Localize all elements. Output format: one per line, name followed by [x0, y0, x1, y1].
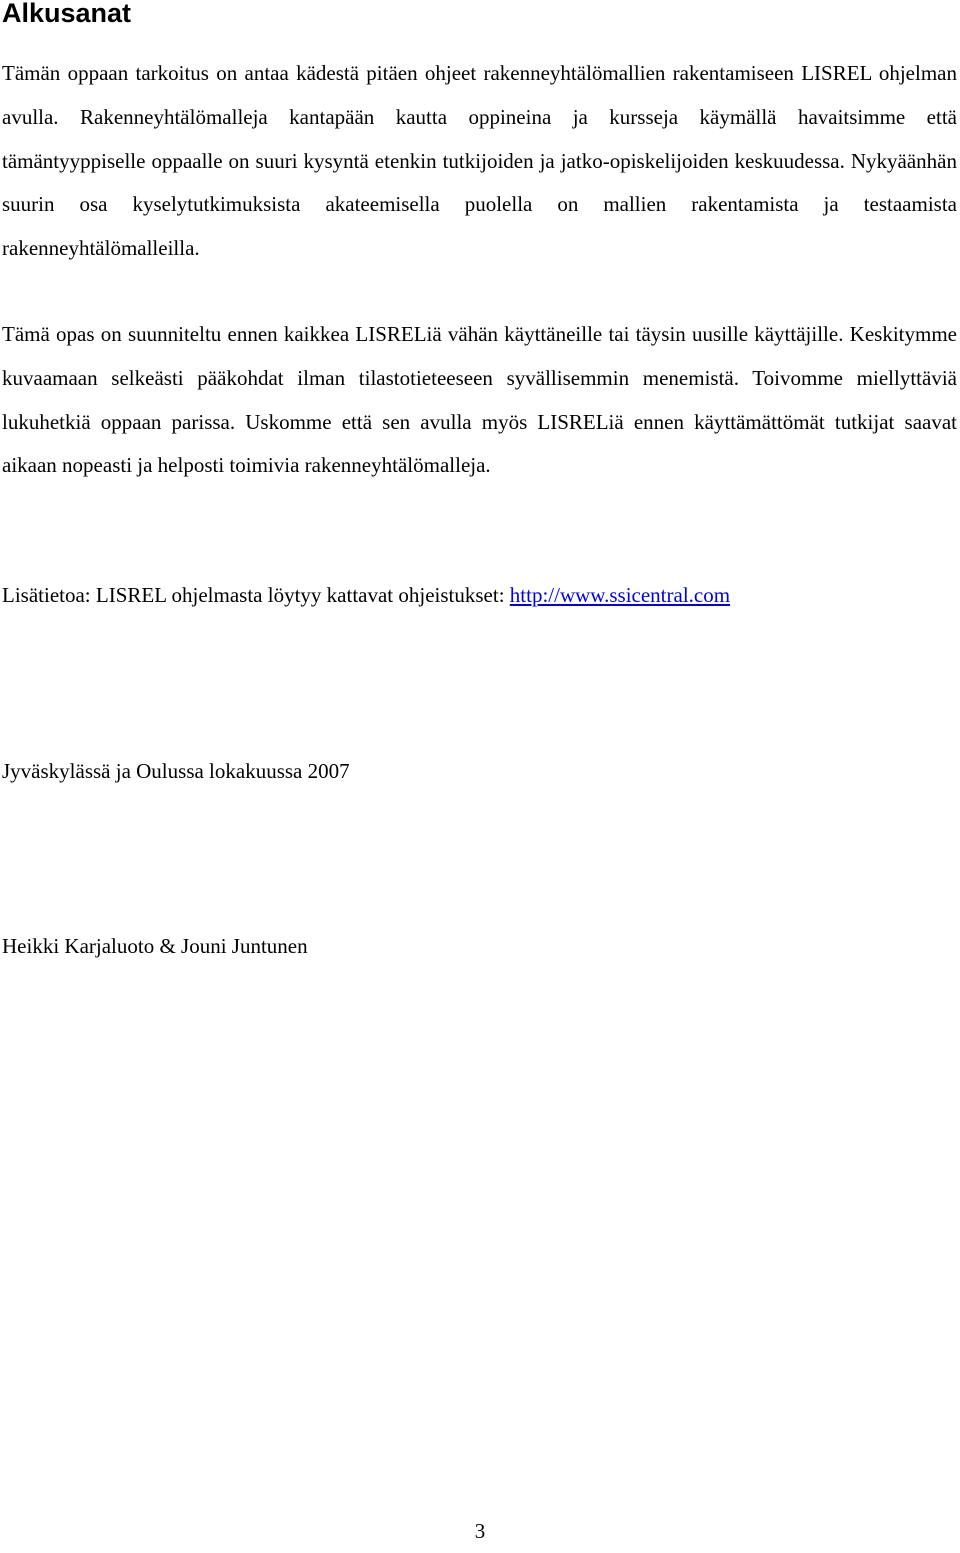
more-info-text: Lisätietoa: LISREL ohjelmasta löytyy kattavat ohjeistukset:: [2, 583, 510, 607]
page-title: Alkusanat: [2, 0, 132, 28]
place-and-date: Jyväskylässä ja Oulussa lokakuussa 2007: [2, 759, 350, 783]
ssicentral-link[interactable]: http://www.ssicentral.com: [509, 583, 731, 607]
paragraph-audience: Tämä opas on suunniteltu ennen kaikkea LISRELiä vähän käyttäneille tai täysin uusille käyttäjille. Keskitymme kuvaamaan selkeästi pääkohdat ilman tilastotieteeseen syvällisemmin menemistä. Toivomme miellyttäviä lukuhetkiä oppaan parissa. Uskomme että sen avulla myös LISRELiä ennen käyttämättömät tutkijat saavat aikaan nopeasti ja helposti toimivia rakenneyhtälömalleja.: [2, 322, 957, 478]
authors: Heikki Karjaluoto & Jouni Juntunen: [2, 934, 308, 958]
paragraph-purpose: Tämän oppaan tarkoitus on antaa kädestä pitäen ohjeet rakenneyhtälömallien rakentamiseen LISREL ohjelman avulla. Rakenneyhtälömalleja kantapään kautta oppineina ja kursseja käymällä havaitsimme että tämäntyyppiselle oppaalle on suuri kysyntä etenkin tutkijoiden ja jatko-opiskelijoiden keskuudessa. Nykyäänhän suurin osa kyselytutkimuksista akateemisella puolella on mallien rakentamista ja testaamista rakenneyhtälömalleilla.: [2, 61, 957, 261]
page-number: 3: [474, 1519, 486, 1543]
paragraph-more-info: [2, 574, 957, 618]
